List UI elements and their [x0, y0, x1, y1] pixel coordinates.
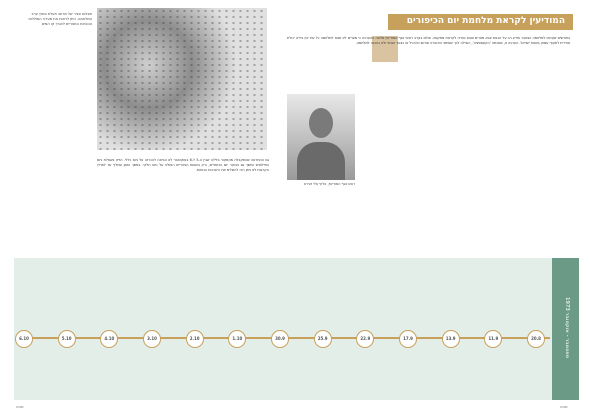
timeline-node: [15, 330, 33, 348]
timeline-node: [399, 330, 417, 348]
timeline-date: 11.9: [488, 336, 499, 341]
timeline-panel: [14, 258, 552, 400]
timeline-date: 3.10: [147, 336, 157, 341]
timeline-date: 20.8: [531, 336, 541, 341]
timeline-date: 30.9: [275, 336, 285, 341]
timeline-node: [228, 330, 246, 348]
article-title-bar: [388, 14, 573, 30]
timeline-date: 22.9: [360, 336, 371, 341]
timeline-node: [143, 330, 161, 348]
timeline-date: 5.10: [61, 336, 72, 341]
timeline-node: [484, 330, 502, 348]
timeline-date: 1.10: [232, 336, 243, 341]
timeline-date: 4.10: [104, 336, 115, 341]
right-text-column: בחודשים שקדמו למלחמה הצטבר מידע רב על הכנות צבא מצרים וצבא סוריה לקראת מתקפה. אולם בקרב ראשי אגף המודיעין שלטה ההערכה כי מצרים לא תצא למלחמה כל עוד אין בידיה יכולת אווירית לתקוף עמוק בשטח ישראל. הערכה זו, שכונתה 'הקונספציה', הובילה לכך שסימני האזהרה פורשו כתרגיל או כצעד הגנתי ולא כהכנה למלחמה.: [287, 36, 570, 46]
timeline-date: 13.9: [445, 336, 456, 341]
timeline-node: [271, 330, 289, 348]
photo-caption: תצלום אוויר של מרחב תעלת סואץ ערב המלחמה. ניתן לראות את מערכי הסוללות והכוחות המצריים לאורך קו המים: [28, 12, 92, 26]
timeline-node: [100, 330, 118, 348]
timeline-date: 17.9: [403, 336, 413, 341]
timeline-side-label: ספטמבר - אוקטובר 1973: [564, 297, 570, 359]
page-footer-right: מבט: [560, 404, 568, 409]
portrait-photo: [287, 94, 355, 180]
timeline-node: [186, 330, 204, 348]
left-text-column: גם ההתרעה שהתקבלה מהמקור בלילה שבין ה-5 ל-6 באוקטובר לא הביאה להכרזה על גיוס כללי. הדיון בשאלת גיוס המילואים נמשך גם בבוקר יום הכיפורים, ורק בשעות הצהריים הוחלט על גיוס חלקי. במשך הזמן שחלף עד לפרוץ הקרבות לא ניתן היה להשלים את היערכות הכוחות.: [97, 158, 269, 173]
timeline-node: [314, 330, 332, 348]
timeline-node: [527, 330, 545, 348]
timeline-main-label: ציר הזמן: [578, 317, 584, 339]
timeline-date: 25.9: [317, 336, 328, 341]
timeline-date: 6.10: [19, 336, 29, 341]
timeline-node: [442, 330, 460, 348]
portrait-caption: ראש אגף המודיעין, אלוף אלי זעירא: [303, 182, 355, 186]
aerial-photo: [97, 8, 267, 150]
timeline-node: [356, 330, 374, 348]
article-title: המודיעין לקראת מלחמת יום הכיפורים: [406, 16, 565, 26]
page-footer-left: מבט: [16, 404, 24, 409]
timeline-date: 2.10: [189, 336, 200, 341]
timeline-node: [58, 330, 76, 348]
